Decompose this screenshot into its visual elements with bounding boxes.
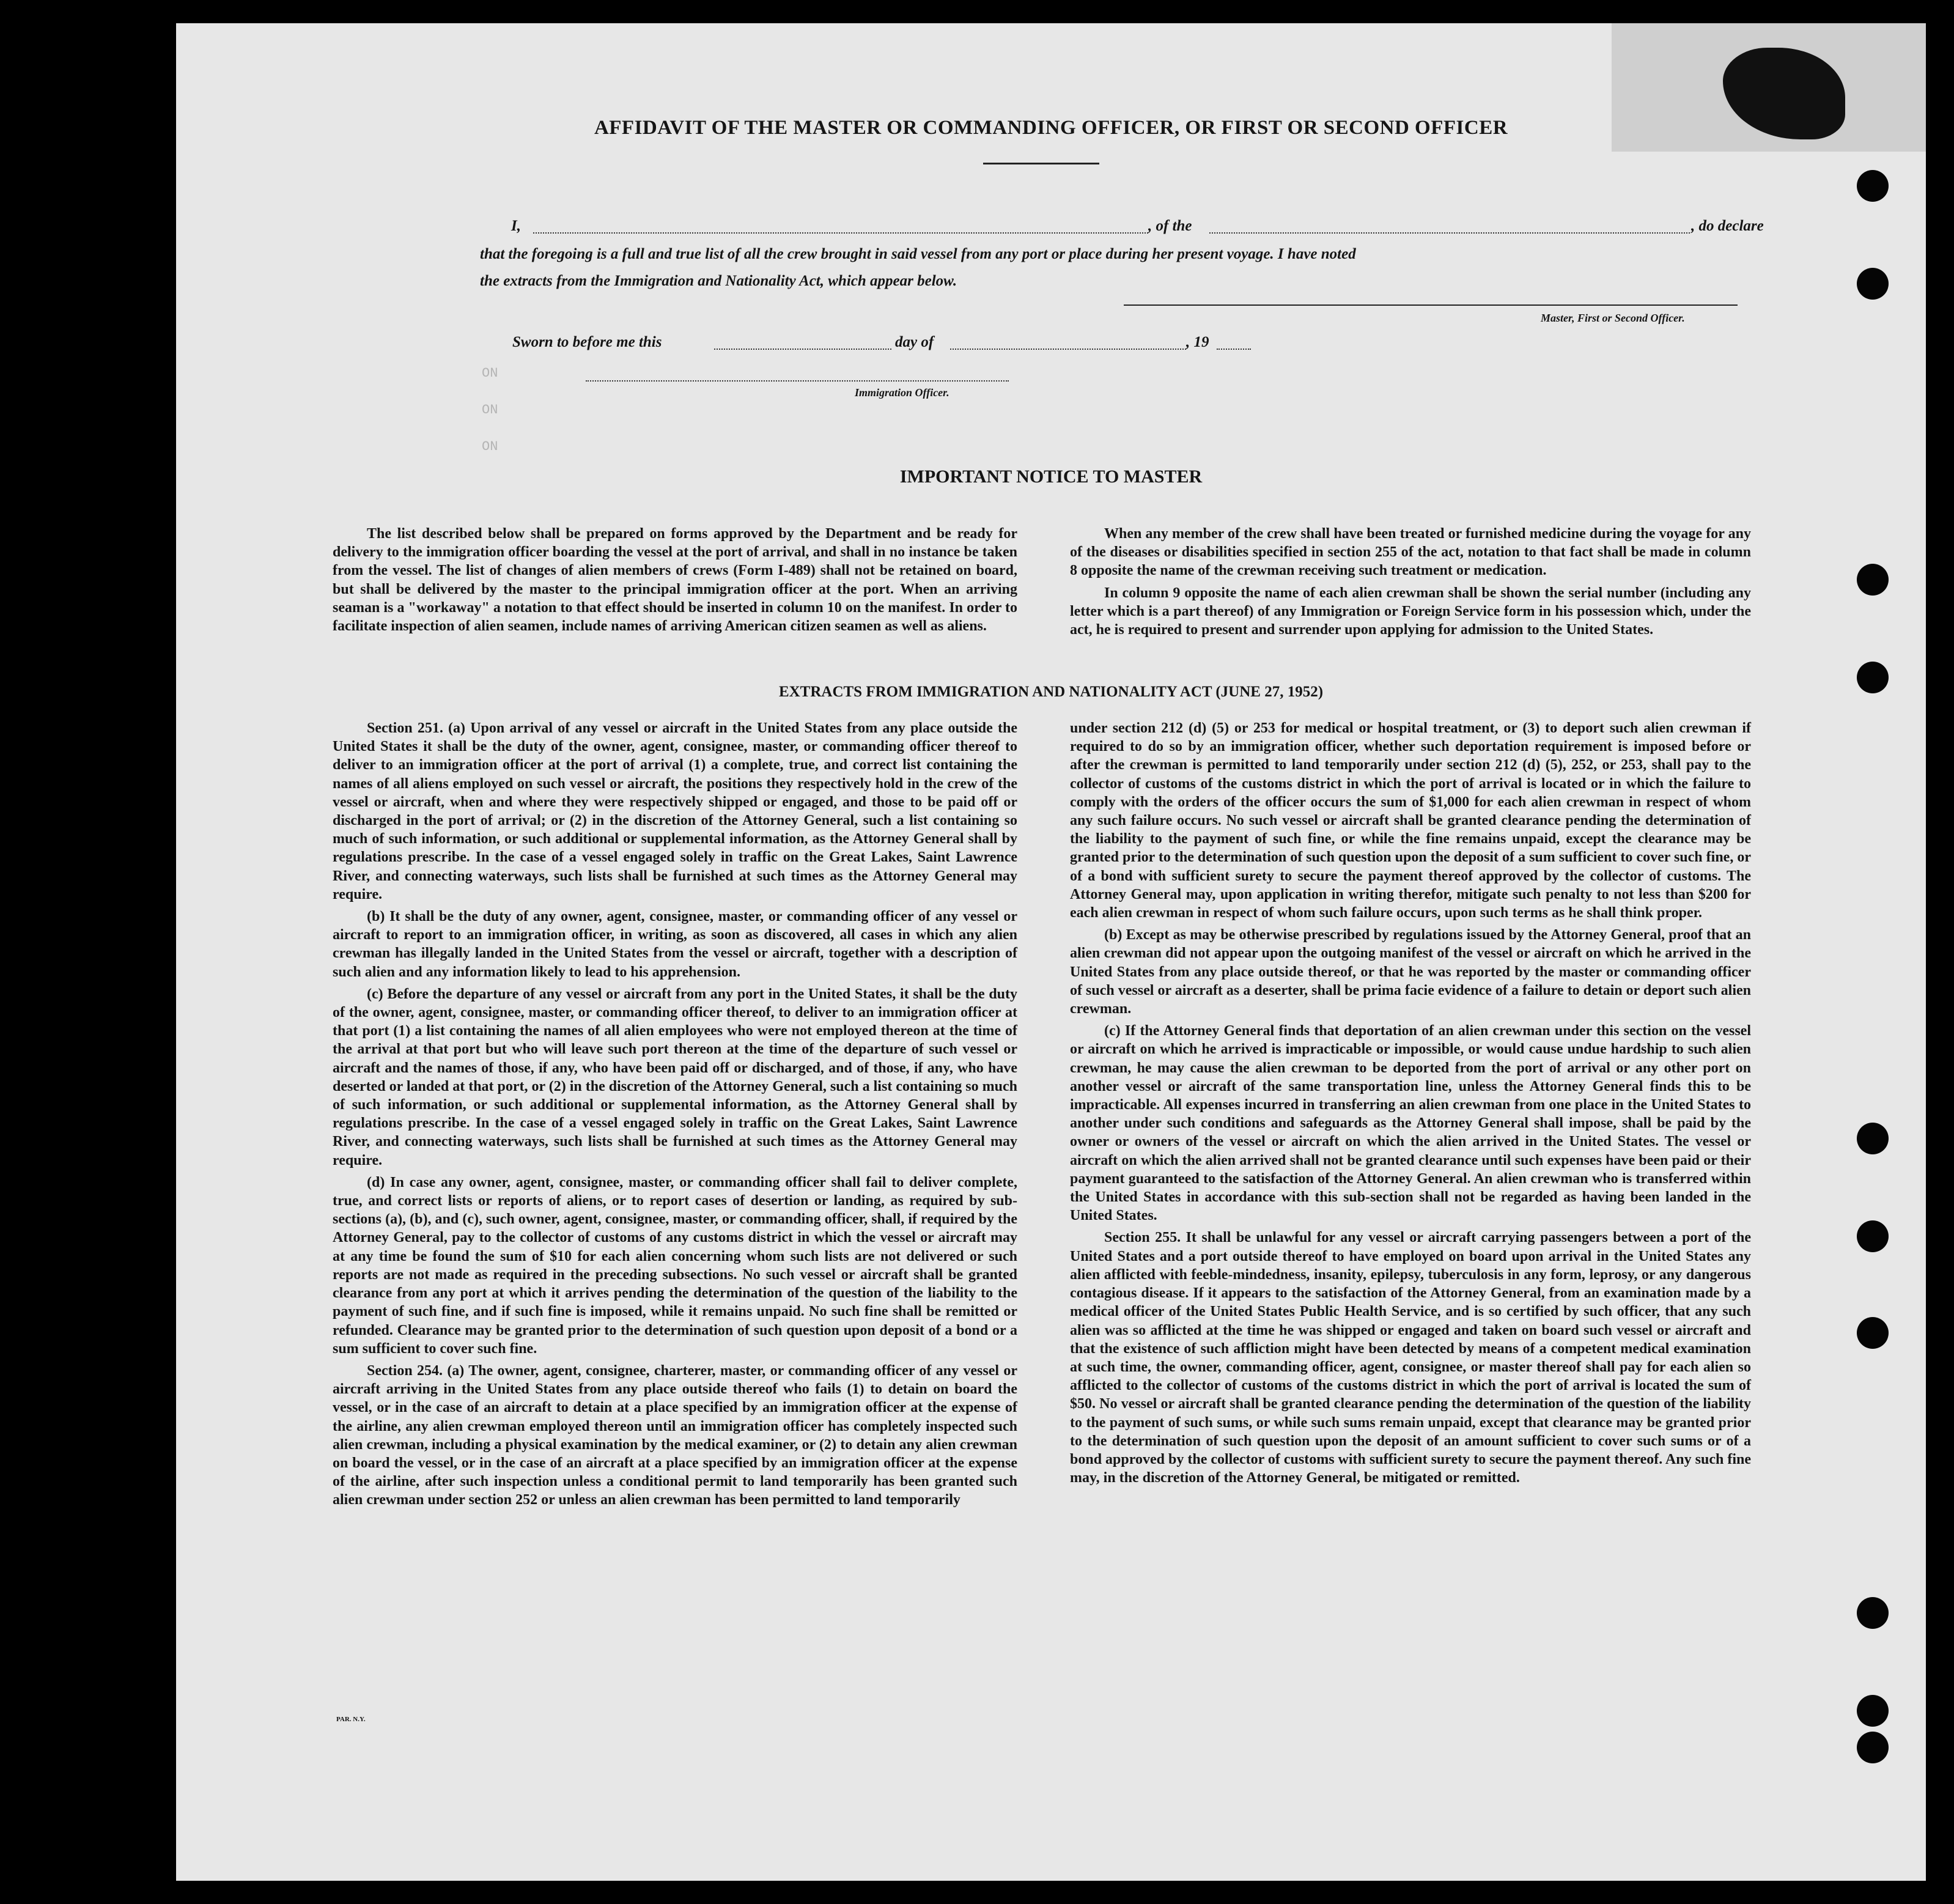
notice-right-paragraph-1: When any member of the crew shall have been treated or furnished medicine during the voyage for any of the diseases or disabilities specified in section 255 of the act, notation to that fact shall be made in column 8 opposite the name of the crewman receiving such treatment or medication. xyxy=(1070,526,1751,579)
notice-right-column xyxy=(1070,525,1751,643)
notice-title: IMPORTANT NOTICE TO MASTER xyxy=(899,467,1203,487)
binder-hole xyxy=(1857,268,1889,300)
binder-hole xyxy=(1857,1220,1889,1252)
statement-line-2: the extracts from the Immigration and Nationality Act, which appear below. xyxy=(480,273,957,289)
title-underline xyxy=(983,163,1099,164)
bleed-through-text: ON xyxy=(482,366,498,381)
of-the-label: , of the xyxy=(1148,218,1192,234)
officer-signature-field[interactable] xyxy=(586,380,1009,382)
section-251c: (c) Before the departure of any vessel or aircraft from any port in the United States, it shall be the duty of the owner, agent, consignee, master, or commanding officer thereof, to deliver to an immigration officer at that port (1) a list containing the names of all alien employees who were not employed thereon at the time of the arrival at that port but who will leave such port thereon at the time of the departure of such vessel or aircraft and the names of those, if any, who have been paid off or discharged, and of those, if any, who have deserted or landed at that port, or (2) in the discretion of the Attorney General, such a list containing so much of such information, or such additional or supplemental information, as the Attorney General shall by regulations prescribe. In the case of a vessel engaged solely in traffic on the Great Lakes, Saint Lawrence River, and connecting waterways, such lists shall be furnished at such times as the Attorney General may require. xyxy=(333,986,1017,1168)
binder-hole xyxy=(1857,1695,1889,1727)
section-254c: (c) If the Attorney General finds that deportation of an alien crewman under this section on the vessel or aircraft on which he arrived is impracticable or impossible, or would cause undue hardship to such alien crewman, he may cause the alien crewman to be deported from the port of arrival or any other port on another vessel or aircraft of the same transportation line, unless the Attorney General finds this to be impracticable. All expenses incurred in transferring an alien crewman from one place in the United States to another under such conditions and safeguards as the Attorney General shall impose, shall be paid by the owner or owners of the vessel or aircraft on which the alien arrived in the United States. The vessel or aircraft on which the alien arrived shall not be granted clearance until such expenses have been paid or their payment guaranteed to the satisfaction of the Attorney General. An alien crewman who is transferred within the United States in accordance with this sub-section shall not be regarded as having been landed in the United States. xyxy=(1070,1023,1751,1224)
section-254a-continued: under section 212 (d) (5) or 253 for medical or hospital treatment, or (3) to deport such alien crewman if required to do so by an immigration officer, whether such deportation requirement is imposed before or after the crewman is permitted to land temporarily under section 212 (d) (5), 252, or 253, shall pay to the collector of customs of the customs district in which the port of arrival is located or in which the failure to comply with the orders of the officer occurs the sum of $1,000 for each alien crewman in respect of whom any such failure occurs. No such vessel or aircraft shall be granted clearance pending the determination of the liability to the payment of such fine, or while the fine remains unpaid, except the clearance may be granted prior to the determination of such question upon the deposit of a sum sufficient to cover such fine, or of a bond with sufficient surety to secure the payment thereof approved by the collector of customs. The Attorney General may, upon application in writing therefor, mitigate such penalty to not less than $200 for each alien crewman in respect of whom such failure occurs, upon such terms as he shall think proper. xyxy=(1070,720,1751,921)
i-label: I, xyxy=(511,218,521,234)
extracts-right-column xyxy=(1070,719,1751,1491)
affidavit-title: AFFIDAVIT OF THE MASTER OR COMMANDING OFFICER, OR FIRST OR SECOND OFFICER xyxy=(594,117,1508,139)
binder-hole xyxy=(1857,662,1889,693)
year-field[interactable] xyxy=(1217,349,1251,350)
binder-hole xyxy=(1857,1317,1889,1349)
notice-right-paragraph-2: In column 9 opposite the name of each alien crewman shall be shown the serial number (including any letter which is a part thereof) of any Immigration or Foreign Service form in his possession which, under the act, he is required to present and surrender upon applying for admission to the United States. xyxy=(1070,585,1751,638)
vessel-field[interactable] xyxy=(1209,232,1690,234)
year-label: , 19 xyxy=(1186,334,1209,350)
section-251b: (b) It shall be the duty of any owner, agent, consignee, master, or commanding officer of any vessel or aircraft to report to an immigration officer, in writing, as soon as discovered, all cases in which any alien crewman has illegally landed in the United States from the vessel or aircraft, together with a description of such alien and any information likely to lead to his apprehension. xyxy=(333,909,1017,980)
document-page xyxy=(176,23,1926,1881)
signature-line[interactable] xyxy=(1124,304,1738,306)
section-251a: Section 251. (a) Upon arrival of any vessel or aircraft in the United States from any place outside the United States it shall be the duty of the owner, agent, consignee, master, or commanding officer thereof to deliver to an immigration officer at the port of arrival (1) a complete, true, and correct list containing the names of all aliens employed on such vessel or aircraft, the positions they respectively hold in the crew of the vessel or aircraft, when and where they were respectively shipped or engaged, and those to be paid off or discharged in the port of arrival; or (2) in the discretion of the Attorney General, such a list containing so much of such information, or such additional or supplemental information, as the Attorney General shall by regulations prescribe. In the case of a vessel engaged solely in traffic on the Great Lakes, Saint Lawrence River, and connecting waterways, such lists shall be furnished at such times as the Attorney General may require. xyxy=(333,720,1017,902)
binder-hole xyxy=(1857,564,1889,596)
binder-hole xyxy=(1857,1597,1889,1629)
bleed-through-text: ON xyxy=(482,439,498,454)
name-field[interactable] xyxy=(533,232,1148,234)
day-field[interactable] xyxy=(714,349,891,350)
extracts-title: EXTRACTS FROM IMMIGRATION AND NATIONALITY ACT (JUNE 27, 1952) xyxy=(778,684,1324,700)
do-declare-label: , do declare xyxy=(1691,218,1764,234)
notice-left-column xyxy=(333,525,1017,639)
extracts-left-column xyxy=(333,719,1017,1513)
binder-hole xyxy=(1857,170,1889,202)
signature-label: Master, First or Second Officer. xyxy=(1541,312,1685,324)
bleed-through-text: ON xyxy=(482,402,498,418)
month-field[interactable] xyxy=(950,349,1186,350)
notice-left-paragraph: The list described below shall be prepared on forms approved by the Department and be ready for delivery to the immigration officer boarding the vessel at the port of arrival, and shall in no instance be taken from the vessel. The list of changes of alien members of crews (Form I-489) shall not be retained on board, but shall be delivered by the master to the principal immigration officer at the port. When an arriving seaman is a "workaway" a notation to that effect should be inserted in column 10 on the manifest. In order to facilitate inspection of alien seamen, include names of arriving American citizen seamen as well as aliens. xyxy=(333,526,1017,635)
sworn-label: Sworn to before me this xyxy=(512,334,662,350)
section-254a: Section 254. (a) The owner, agent, consignee, charterer, master, or commanding officer of any vessel or aircraft arriving in the United States from any place outside thereof who fails (1) to detain on board the vessel, or in the case of an aircraft to detain at a place specified by an immigration officer at the expense of the airline, any alien crewman employed thereon until an immigration officer has completely inspected such alien crewman, including a physical examination by the medical examiner, or (2) to detain any alien crewman on board the vessel, or in the case of an aircraft at a place specified by an immigration officer at the expense of the airline, after such inspection unless a conditional permit to land temporarily has been granted such alien crewman under section 252 or unless an alien crewman has been permitted to land temporarily xyxy=(333,1362,1017,1508)
section-251d: (d) In case any owner, agent, consignee, master, or commanding officer shall fail to deliver complete, true, and correct lists or reports of aliens, or to report cases of desertion or landing, as required by sub-sections (a), (b), and (c), such owner, agent, consignee, master, or commanding officer, shall, if required by the Attorney General, pay to the collector of customs of any customs district in which the vessel or aircraft may at any time be found the sum of $10 for each alien concerning whom such lists are not delivered or such reports are not made as required in the preceding subsections. No such vessel or aircraft shall be granted clearance from any port at which it arrives pending the determination of the question of the liability to the payment of such fine, and if such fine is imposed, while it remains unpaid. No such fine shall be remitted or refunded. Clearance may be granted prior to the determination of such question upon deposit of a bond or a sum sufficient to cover such fine. xyxy=(333,1174,1017,1357)
statement-line-1: that the foregoing is a full and true list of all the crew brought in said vessel from any port or place during her present voyage. I have noted xyxy=(480,246,1356,262)
section-255: Section 255. It shall be unlawful for any vessel or aircraft carrying passengers between a port of the United States and a port outside thereof to have employed on board upon arrival in the United States any alien afflicted with feeble-mindedness, insanity, epilepsy, tuberculosis in any form, leprosy, or any dangerous contagious disease. If it appears to the satisfaction of the Attorney General, from an examination made by a medical officer of the United States Public Health Service, and is so certified by such officer, that any such alien was so afflicted at the time he was shipped or engaged and taken on board such vessel or aircraft and that the existence of such affliction might have been detected by means of a competent medical examination at such time, the owner, commanding officer, agent, consignee, or master thereof shall pay for each alien so afflicted to the collector of customs of the customs district in which the port of arrival is located the sum of $50. No vessel or aircraft shall be granted clearance pending the determination of the question of the liability to the payment of such sums, or while such sums remain unpaid, except that clearance may be granted prior to the determination of such question upon the deposit of an amount sufficient to cover such sums or of a bond approved by the collector of customs with sufficient surety to secure the payment thereof. Any such fine may, in the discretion of the Attorney General, be mitigated or remitted. xyxy=(1070,1230,1751,1486)
officer-label: Immigration Officer. xyxy=(855,386,949,399)
day-of-label: day of xyxy=(895,334,934,350)
binder-hole xyxy=(1857,1123,1889,1154)
binder-hole xyxy=(1857,1732,1889,1763)
printer-mark: PAR. N.Y. xyxy=(336,1716,366,1723)
section-254b: (b) Except as may be otherwise prescribed by regulations issued by the Attorney General, proof that an alien crewman did not appear upon the outgoing manifest of the vessel or aircraft on which he arrived in the United States from any place outside thereof, or that he was reported by the master or commanding officer of such vessel or aircraft as a deserter, shall be prima facie evidence of a failure to detain or deport such alien crewman. xyxy=(1070,927,1751,1017)
